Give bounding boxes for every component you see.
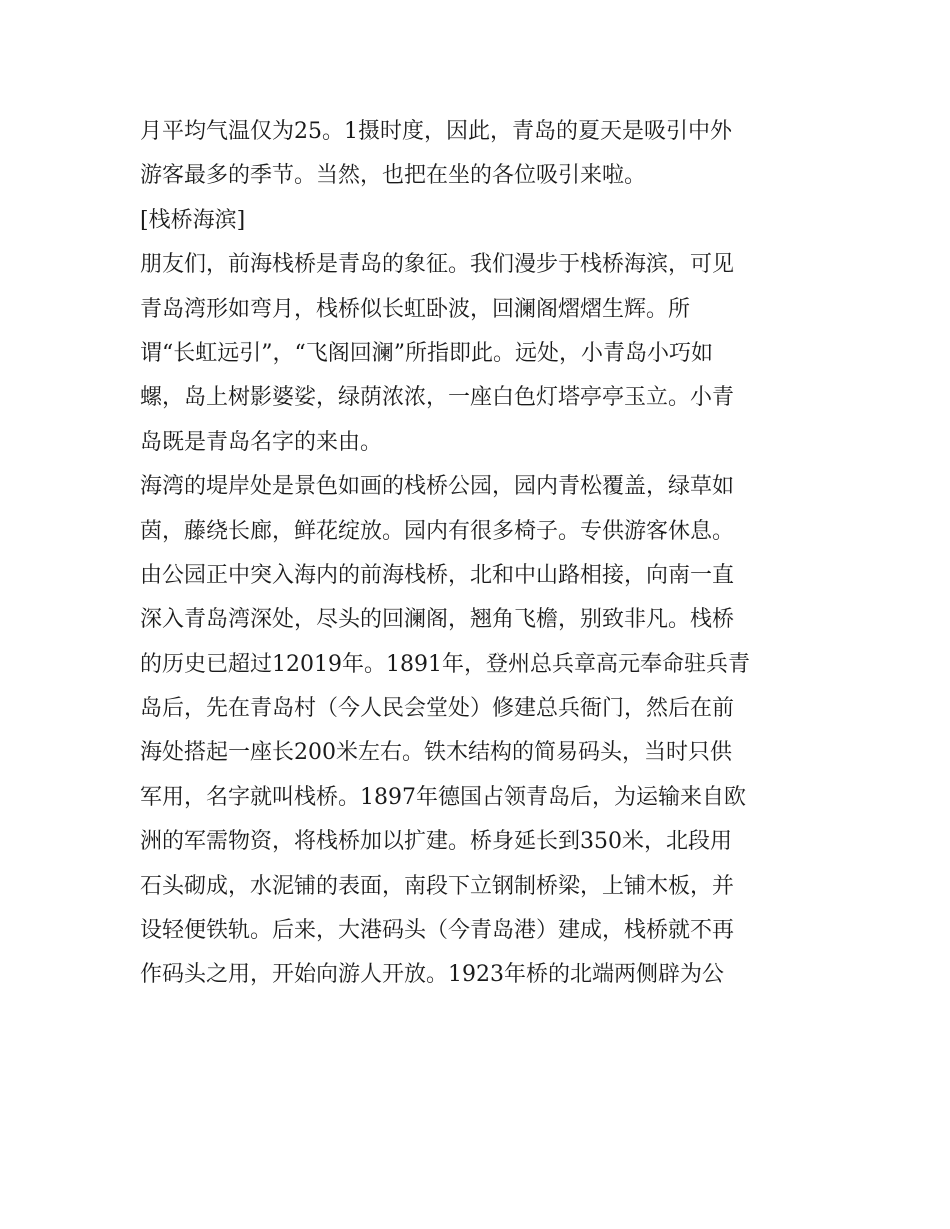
text-line: 深入青岛湾深处，尽头的回澜阁，翘角飞檐，别致非凡。栈桥 <box>140 607 735 633</box>
text-line: 石头砌成，水泥铺的表面，南段下立钢制桥梁，上铺木板，并 <box>140 873 735 899</box>
text-line: 由公园正中突入海内的前海栈桥，北和中山路相接，向南一直 <box>140 562 735 588</box>
text-line: 青岛湾形如弯月，栈桥似长虹卧波，回澜阁熠熠生辉。所 <box>140 296 691 322</box>
text-line: 军用，名字就叫栈桥。1897年德国占领青岛后，为运输来自欧 <box>140 784 746 810</box>
text-line: 月平均气温仅为25。1摄时度，因此，青岛的夏天是吸引中外 <box>140 119 732 144</box>
text-line: 作码头之用，开始向游人开放。1923年桥的北端两侧辟为公 <box>140 962 724 988</box>
text-line: 洲的军需物资，将栈桥加以扩建。桥身延长到350米，北段用 <box>140 829 732 855</box>
text-line: 海湾的堤岸处是景色如画的栈桥公园，园内青松覆盖，绿草如 <box>140 474 735 500</box>
text-line: 岛后，先在青岛村（今人民会堂处）修建总兵衙门，然后在前 <box>140 696 735 722</box>
text-line: 设轻便铁轨。后来，大港码头（今青岛港）建成，栈桥就不再 <box>140 918 735 944</box>
text-line: 海处搭起一座长200米左右。铁木结构的简易码头，当时只供 <box>140 740 732 766</box>
text-line: 朋友们，前海栈桥是青岛的象征。我们漫步于栈桥海滨，可见 <box>140 252 735 278</box>
section-heading: [栈桥海滨] <box>140 207 246 233</box>
text-line: 游客最多的季节。当然，也把在坐的各位吸引来啦。 <box>140 163 647 189</box>
text-line: 螺，岛上树影婆娑，绿荫浓浓，一座白色灯塔亭亭玉立。小青 <box>140 385 735 411</box>
text-line: 岛既是青岛名字的来由。 <box>140 429 383 455</box>
text-line: 的历史已超过12019年。1891年，登州总兵章高元奉命驻兵青 <box>140 651 750 677</box>
text-line: 谓“长虹远引”，“飞阁回澜”所指即此。远处，小青岛小巧如 <box>140 340 713 366</box>
text-line: 茵，藤绕长廊，鲜花绽放。园内有很多椅子。专供游客休息。 <box>140 518 735 544</box>
document-body <box>140 110 820 998</box>
